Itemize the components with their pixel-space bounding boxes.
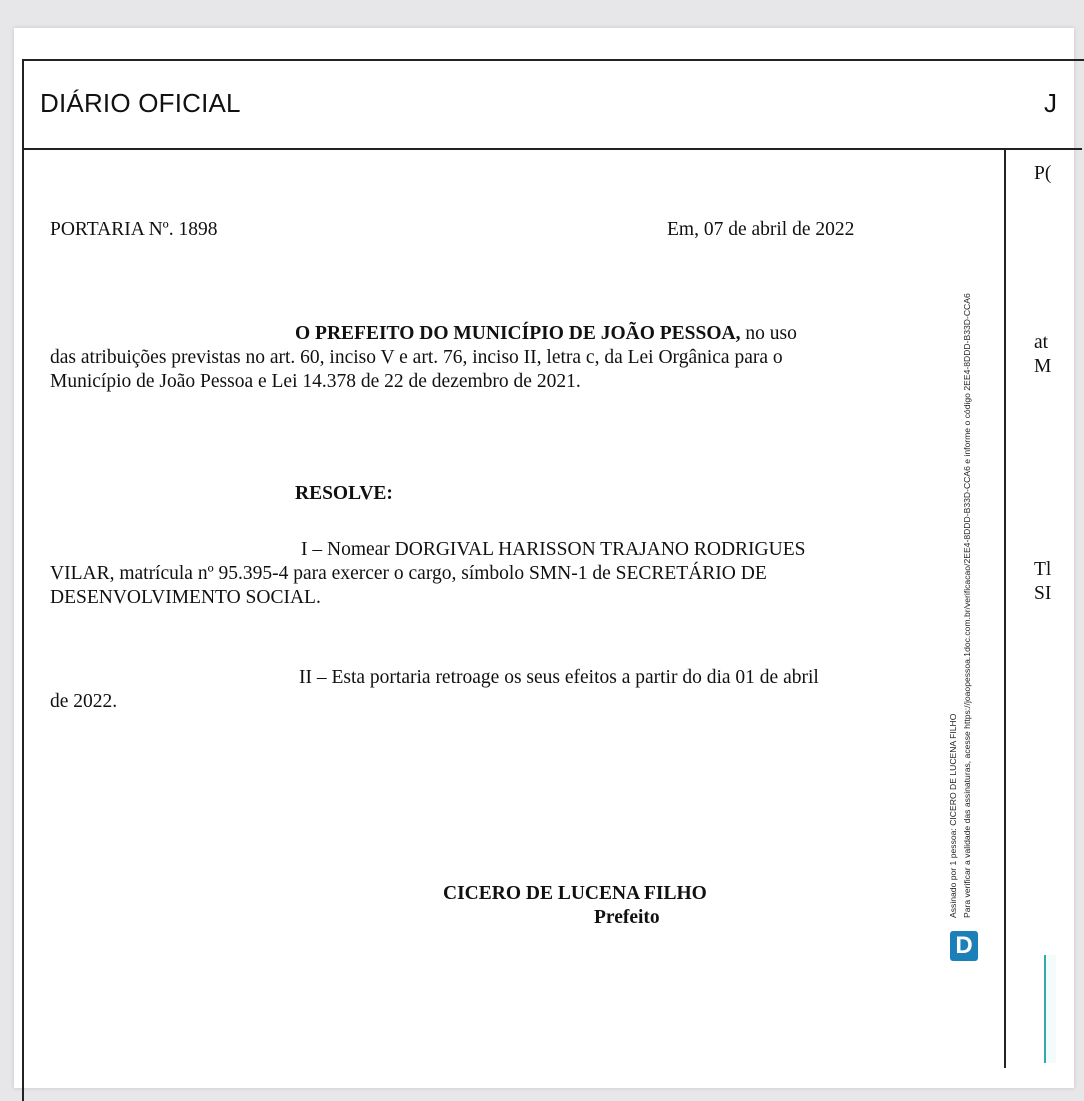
portaria-number: PORTARIA Nº. 1898 <box>50 219 218 240</box>
portaria-date: Em, 07 de abril de 2022 <box>667 219 855 240</box>
item2-line-1: II – Esta portaria retroage os seus efeitos a partir do dia 01 de abril <box>299 667 819 688</box>
1doc-logo-icon: D <box>950 931 978 961</box>
intro-line-3: Município de João Pessoa e Lei 14.378 de 22 de dezembro de 2021. <box>50 371 581 392</box>
intro-line-2: das atribuições previstas no art. 60, inciso V e art. 76, inciso II, letra c, da Lei Orgânica para o <box>50 347 783 368</box>
intro-bold: O PREFEITO DO MUNICÍPIO DE JOÃO PESSOA, <box>295 323 741 344</box>
resolve-heading: RESOLVE: <box>295 483 393 504</box>
item2-line-2: de 2022. <box>50 691 118 712</box>
signer-name: CICERO DE LUCENA FILHO <box>443 883 707 904</box>
right-col-fragment-2: at <box>1034 332 1049 353</box>
item1-line-3: DESENVOLVIMENTO SOCIAL. <box>50 587 321 608</box>
right-col-fragment-1: P( <box>1034 163 1052 184</box>
right-col-fragment-4: Tl <box>1034 559 1052 580</box>
right-col-fragment-5: SI <box>1034 583 1052 604</box>
stamp-verification: Para verificar a validade das assinaturas, acesse https://joaopessoa.1doc.com.br/verificacao/2EE4-8DDD-B33D-CCA6 e informe o código 2EE4-8DDD-B33D-CCA6 <box>962 293 972 918</box>
intro-first-line <box>295 322 797 346</box>
signer-title: Prefeito <box>594 907 660 928</box>
page-title: DIÁRIO OFICIAL <box>40 88 241 118</box>
header-right-fragment: J <box>1044 88 1057 118</box>
item1-line-2: VILAR, matrícula nº 95.395-4 para exercer o cargo, símbolo SMN-1 de SECRETÁRIO DE <box>50 563 767 584</box>
right-col-fragment-3: M <box>1034 356 1052 377</box>
intro-rest: no uso <box>740 323 797 344</box>
column-divider <box>1004 148 1006 1068</box>
stamp-signed-by: Assinado por 1 pessoa: CICERO DE LUCENA FILHO <box>948 713 958 918</box>
signature-stamp <box>936 170 984 930</box>
item1-line-1: I – Nomear DORGIVAL HARISSON TRAJANO RODRIGUES <box>301 539 806 560</box>
right-col-box <box>1044 955 1056 1063</box>
